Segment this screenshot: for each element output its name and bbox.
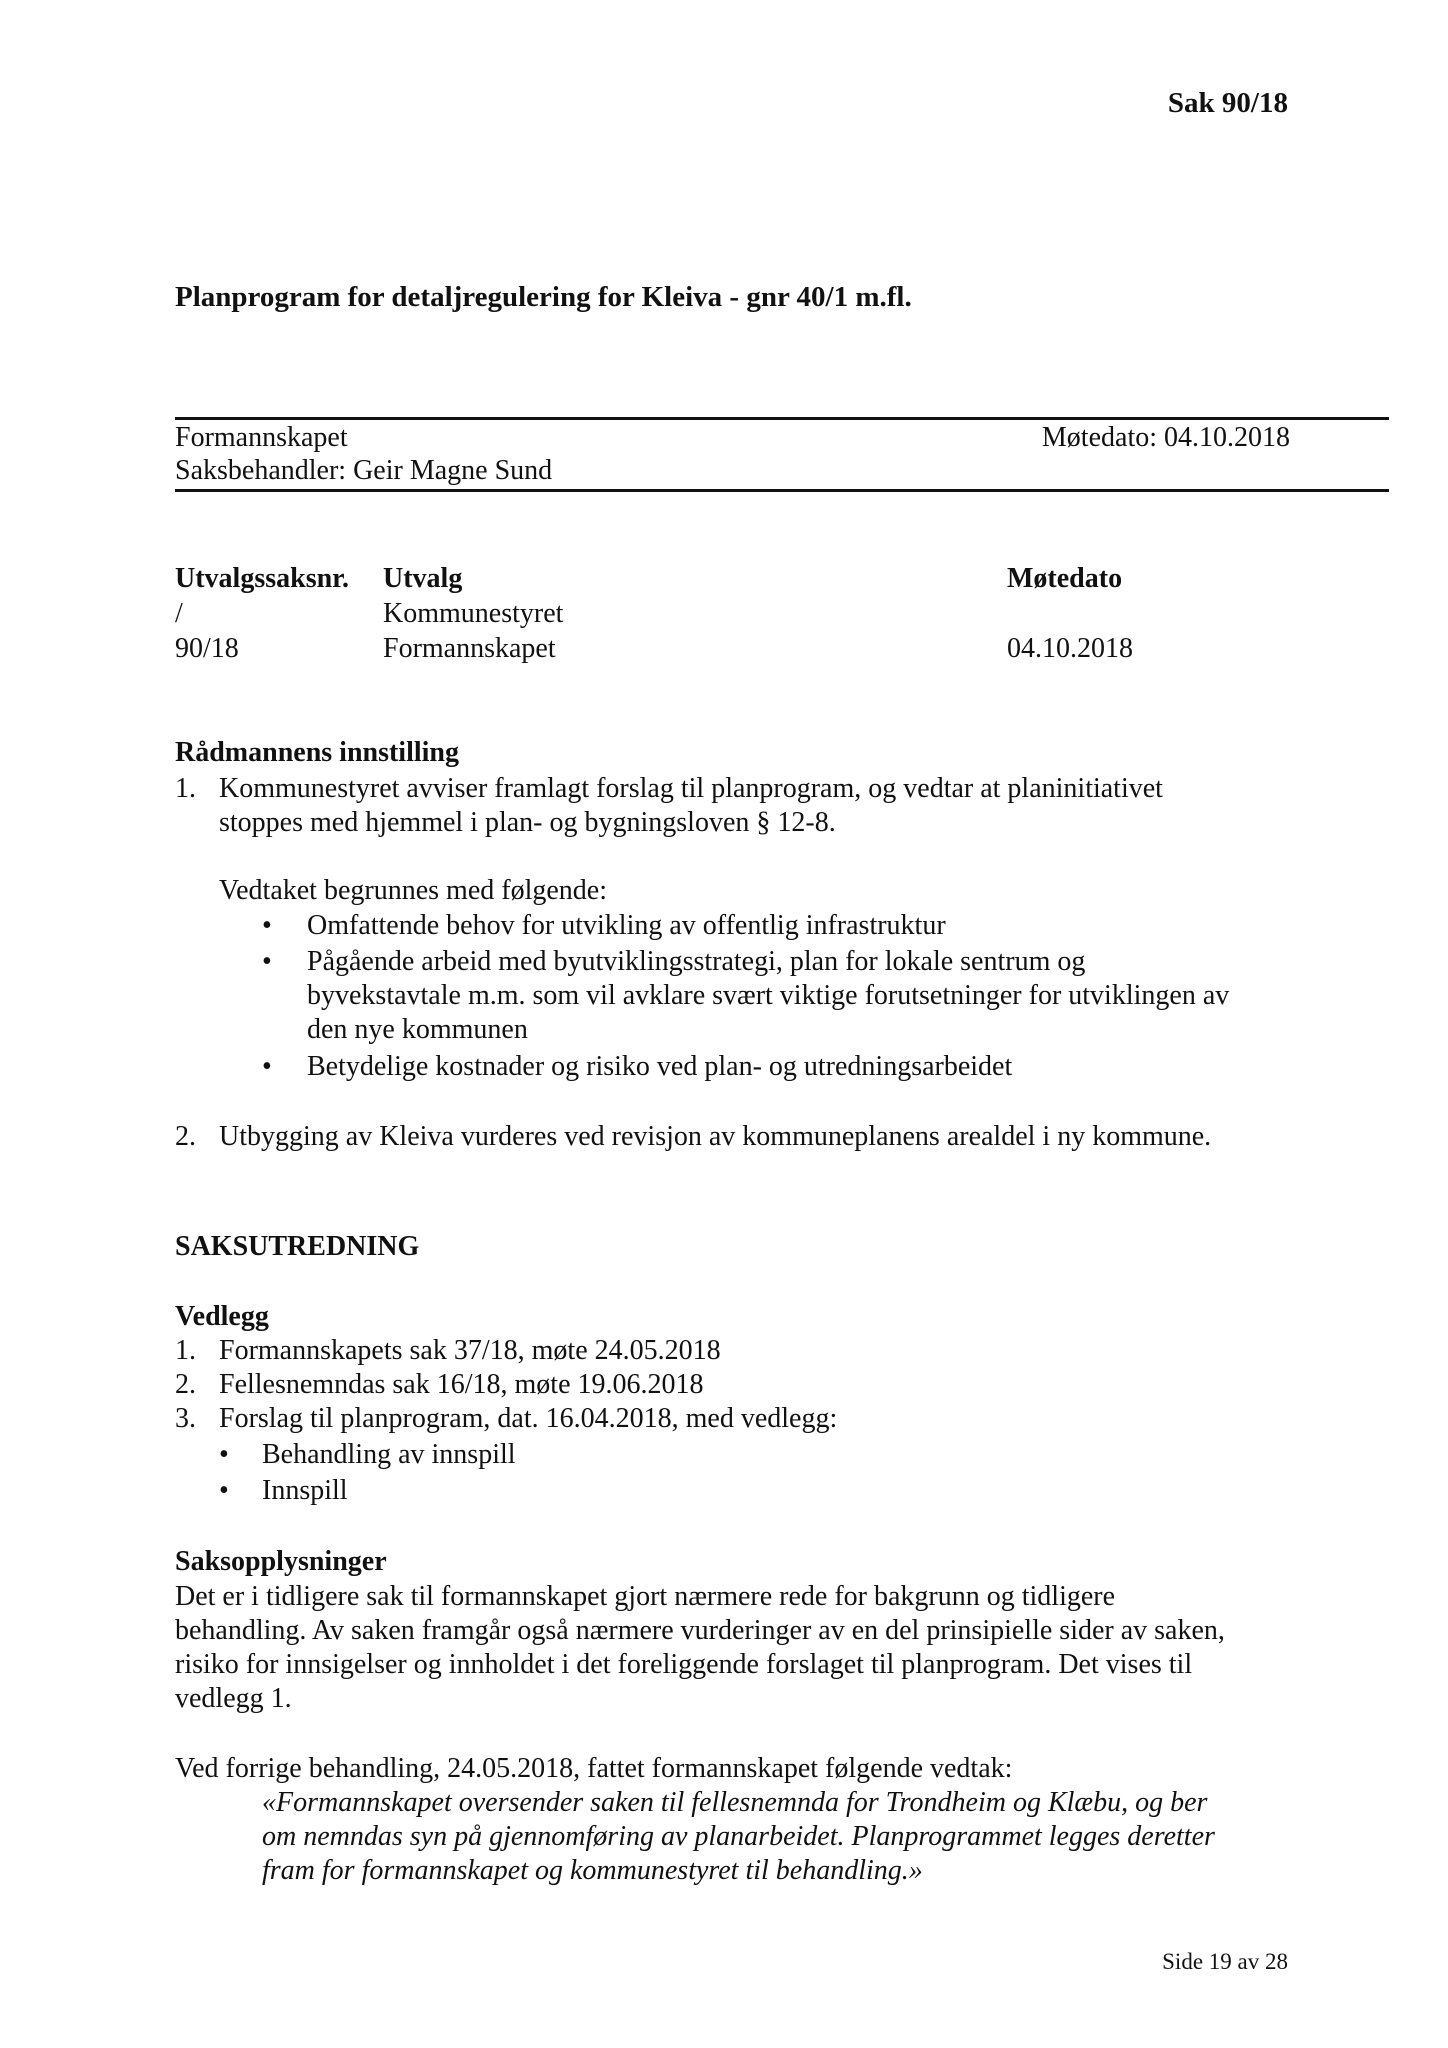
bullet-icon: •: [219, 1475, 229, 1506]
vedlegg-item: Fellesnemndas sak 16/18, møte 19.06.2018: [219, 1369, 704, 1400]
quote-line: «Formannskapet oversender saken til fellesnemnda for Trondheim og Klæbu, og ber: [262, 1787, 1208, 1818]
table-cell: /: [175, 598, 183, 629]
bullet-item: Betydelige kostnader og risiko ved plan- og utredningsarbeidet: [307, 1051, 1013, 1082]
meta-motedato: Møtedato: 04.10.2018: [1041, 422, 1290, 453]
paragraph-line: vedlegg 1.: [175, 1683, 292, 1714]
innstilling-heading: Rådmannens innstilling: [175, 737, 459, 768]
vedlegg-subitem: Behandling av innspill: [262, 1439, 516, 1470]
table-cell: 90/18: [175, 633, 239, 664]
innstilling-item-1-cont: stoppes med hjemmel i plan- og bygningsloven § 12-8.: [219, 807, 836, 838]
document-title: Planprogram for detaljregulering for Kleiva - gnr 40/1 m.fl.: [175, 281, 912, 313]
list-number: 2.: [175, 1369, 196, 1400]
list-number: 3.: [175, 1403, 196, 1434]
page-number: Side 19 av 28: [1162, 1949, 1288, 1974]
meta-saksbehandler: Saksbehandler: Geir Magne Sund: [175, 455, 553, 486]
list-number: 1.: [175, 1335, 196, 1366]
paragraph-line: behandling. Av saken framgår også nærmere vurderinger av en del prinsipielle sider av saken,: [175, 1615, 1225, 1646]
table-cell: Formannskapet: [383, 633, 556, 664]
vedtak-intro: Ved forrige behandling, 24.05.2018, fattet formannskapet følgende vedtak:: [175, 1753, 1013, 1784]
bullet-item: Pågående arbeid med byutviklingsstrategi, plan for lokale sentrum og: [307, 946, 1086, 977]
innstilling-item-1: Kommunestyret avviser framlagt forslag til planprogram, og vedtar at planinitiativet: [219, 773, 1163, 804]
bottom-rule: [175, 489, 1389, 492]
sak-number: Sak 90/18: [1167, 87, 1288, 119]
list-number: 1.: [175, 773, 196, 804]
begrunnes-text: Vedtaket begrunnes med følgende:: [219, 875, 607, 906]
bullet-item-cont: byvekstavtale m.m. som vil avklare svært viktige forutsetninger for utviklingen av: [307, 980, 1230, 1011]
bullet-icon: •: [262, 1051, 272, 1082]
saksopplysninger-heading: Saksopplysninger: [175, 1546, 387, 1577]
vedlegg-item: Formannskapets sak 37/18, møte 24.05.2018: [219, 1335, 721, 1366]
quote-line: fram for formannskapet og kommunestyret til behandling.»: [262, 1855, 923, 1886]
table-header-saksnr: Utvalgssaksnr.: [175, 563, 350, 594]
paragraph-line: Det er i tidligere sak til formannskapet gjort nærmere rede for bakgrunn og tidligere: [175, 1581, 1116, 1612]
list-number: 2.: [175, 1121, 196, 1152]
bullet-icon: •: [262, 910, 272, 941]
table-header-utvalg: Utvalg: [383, 563, 463, 594]
saksutredning-heading: SAKSUTREDNING: [175, 1231, 420, 1262]
vedlegg-subitem: Innspill: [262, 1475, 348, 1506]
top-rule: [175, 417, 1389, 420]
table-cell: 04.10.2018: [1007, 633, 1133, 664]
bullet-icon: •: [262, 946, 272, 977]
vedlegg-item: Forslag til planprogram, dat. 16.04.2018, med vedlegg:: [219, 1403, 838, 1434]
bullet-icon: •: [219, 1439, 229, 1470]
bullet-item-cont: den nye kommunen: [307, 1014, 528, 1045]
paragraph-line: risiko for innsigelser og innholdet i det foreliggende forslaget til planprogram. Det vises til: [175, 1649, 1193, 1680]
quote-line: om nemndas syn på gjennomføring av planarbeidet. Planprogrammet legges deretter: [262, 1821, 1215, 1852]
innstilling-item-2: Utbygging av Kleiva vurderes ved revisjon av kommuneplanens arealdel i ny kommune.: [219, 1121, 1212, 1152]
table-header-motedato: Møtedato: [1007, 563, 1123, 594]
table-cell: Kommunestyret: [383, 598, 564, 629]
bullet-item: Omfattende behov for utvikling av offentlig infrastruktur: [307, 910, 946, 941]
vedlegg-heading: Vedlegg: [175, 1301, 269, 1332]
meta-utvalg: Formannskapet: [175, 422, 348, 453]
